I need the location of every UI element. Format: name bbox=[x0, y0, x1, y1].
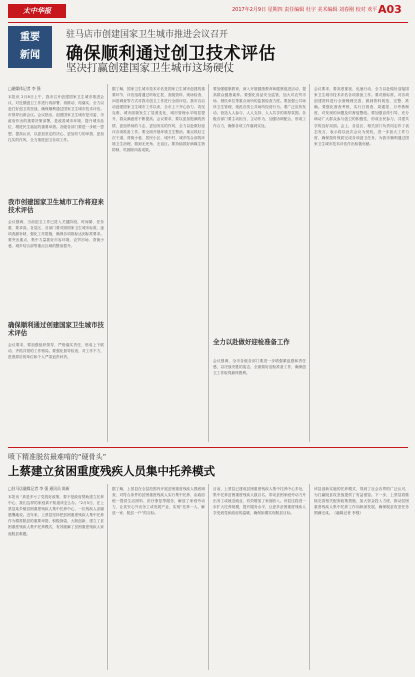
column-rule bbox=[309, 484, 310, 670]
column-rule bbox=[107, 84, 108, 442]
column-rule bbox=[208, 84, 209, 442]
page-number: A03 bbox=[378, 3, 402, 16]
lead-paragraph: 要加强健康教育，深入开展健康教育和健康促进活动，提高群众健康素养。要强化食品安全监管，加大对农贸市场、餐饮单位等重点场所的监督检查力度。要加强公共场所卫生管理，规范各类公共场所经营行为。要广泛宣传发动，营造人人参与、人人支持、人人共享的浓厚氛围。各级各部门要主动担当、主动作为，加强协调配合，形成工作合力，确保各项工作落到实处。 bbox=[213, 87, 306, 128]
second-kicker: 喷下精准脱贫最难啃的“硬骨头” bbox=[8, 453, 107, 461]
date-line: 2017年2月9日 星期四 责任编辑 杜宇 美术编辑 刘春刚 校对 欢平 bbox=[232, 7, 378, 13]
lead-subtitle: 确保顺利通过创建国家卫生城市技术评估 bbox=[8, 321, 104, 337]
lead-headline: 确保顺利通过创卫技术评估 bbox=[66, 44, 276, 64]
lead-kicker: 驻马店市创建国家卫生城市推进会议召开 bbox=[66, 30, 229, 40]
second-headline: 上蔡建立贫困重度残疾人员集中托养模式 bbox=[8, 464, 215, 478]
lead-paragraph: 会议强调，当前创卫工作已进入关键阶段，时间紧、任务重、要求高。各县区、各部门要对照国家卫生城市标准，逐项查漏补缺，强化工作措施，确保各项指标达到标准要求。要突出重点，集中力量抓好市容环境、农贸市场、背街小巷、城乡结合部等重点区域的整治提升。 bbox=[8, 220, 104, 249]
second-paragraph: 本报讯 “真是多亏了党的好政策，要不是政府帮助建立托养中心，我们这样的家庭真不知道该怎么办。”2月5日，在上蔡县某乡镇贫困重度残疾人集中托养中心，一位残疾人亲属感慨地说。近年来，上蔡县坚持把贫困重度残疾人集中托养作为精准脱贫的重要举措，积极探索，大胆创新，建立了贫困重度残疾人集中托养模式，有效破解了贫困重度残疾人家庭脱贫难题。 bbox=[8, 495, 104, 536]
second-byline: □驻马店融媒记者 李 强 通讯员 陈新 bbox=[8, 486, 70, 491]
column-rule bbox=[208, 484, 209, 670]
section-tag bbox=[8, 26, 52, 68]
lead-subtitle: 我市创建国家卫生城市工作将迎来技术评估 bbox=[8, 198, 104, 214]
section-tag-line1: 重要 bbox=[20, 32, 40, 43]
lead-paragraph: 本报讯 2月8日上午，我市召开创建国家卫生城市推进会议，对近期创卫工作进行再部署、再推动、再落实，全力以赴打好创卫攻坚战，确保顺利通过国家卫生城市技术评估。市领导出席会议。会议指出，创建国家卫生城市是市委、市政府作出的重要决策部署，是改善城市环境、提升城市品位、增进民生福祉的重要举措。各级各部门要进一步统一思想、提高认识，以更加坚定的决心、更加有力的举措、更加扎实的作风，全力推进创卫各项工作。 bbox=[8, 95, 104, 142]
lead-subtitle: 全力以赴做好迎检准备工作 bbox=[213, 338, 290, 346]
lead-paragraph: 会议要求，要高度重视、迅速行动，全力以赴做好迎接国家卫生城市技术评估各项准备工作。要对照标准，对各项创建资料进行全面梳理完善，做到资料规范、完整、准确。要强化督查考核，实行日督查、周通报、月考核制度，对发现的问题及时督促整改。要加强宣传引导，充分调动广大群众参与创卫的积极性，形成全民参与、共建共享的良好局面。会上，各县区、相关部门负责同志作了表态发言，表示将以此次会议为契机，进一步加大工作力度，确保按时保质完成各项创卫任务，为我市顺利通过国家卫生城市技术评估作出积极贡献。 bbox=[314, 87, 409, 146]
column-rule bbox=[107, 484, 108, 670]
section-tag-line2: 新闻 bbox=[20, 50, 40, 61]
newspaper-logo: 太中华报 bbox=[8, 4, 66, 18]
lead-paragraph: 据了解，国家卫生城市技术评估是国家卫生城市创建的重要环节，评估组将通过听取汇报、查阅资料、现场检查、问卷调查等方式对我市创卫工作进行全面评估。我市自启动创建国家卫生城市工作以来，全市上下齐心协力、攻坚克难，城市面貌发生了显著变化，城市管理水平明显提升，群众满意度不断提高。会议要求，要以更加饱满的热情、更加昂扬的斗志、更加务实的作风，全力以赴做好迎评各项准备工作。要全面开展环境卫生整治，重点抓好主次干道、背街小巷、居民小区、城中村、城乡结合部的环境卫生治理，做到无死角、无盲区。要持续抓好病媒生物防制，巩固除四害成果。 bbox=[112, 87, 205, 152]
lead-byline: □融媒体记者 李 强 bbox=[8, 86, 41, 91]
section-divider bbox=[8, 447, 408, 448]
lead-subhead: 坚决打赢创建国家卫生城市这场硬仗 bbox=[66, 62, 234, 74]
header-rule bbox=[8, 22, 408, 23]
second-paragraph: 据了解，上蔡县在全县范围内开展贫困重度残疾人摸底调查，对符合条件的贫困重度残疾人实行集中托养，由政府统一提供生活照料、医疗康复等服务，解放了家庭劳动力，让其安心外出务工或发展产业，实现“托养一人、解放一家、脱贫一户”的目标。 bbox=[112, 487, 205, 516]
lead-paragraph: 会议强调，全市各级各部门要进一步增强紧迫感和责任感，以决战决胜的姿态，全面做好迎检准备工作，确保创卫工作取得最终胜利。 bbox=[213, 359, 306, 376]
column-rule bbox=[309, 84, 310, 442]
second-paragraph: 该县创新实施的托养模式，得到了社会各界的广泛认可，为打赢脱贫攻坚战提供了有益借鉴。下一步，上蔡县将继续完善相关配套政策措施，加大资金投入力度，推动贫困重度残疾人集中托养工作向纵深发展，确保脱贫攻坚任务圆满完成。（融媒记者 李强） bbox=[314, 487, 409, 516]
second-paragraph: 目前，上蔡县已建成贫困重度残疾人集中托养中心多处，集中托养贫困重度残疾人数百名，带动贫困家庭劳动力外出务工或就近就业，有效增加了家庭收入。该县还将进一步扩大托养规模，提升服务水平，让更多贫困重度残疾人享受到党和政府的温暖，确保如期实现脱贫目标。 bbox=[213, 487, 306, 516]
lead-paragraph: 会议要求，要加强组织领导，严格落实责任，形成上下联动、齐抓共管的工作格局。要强化督导检查，对工作不力、进度滞后的单位和个人严肃追责问责。 bbox=[8, 343, 104, 360]
